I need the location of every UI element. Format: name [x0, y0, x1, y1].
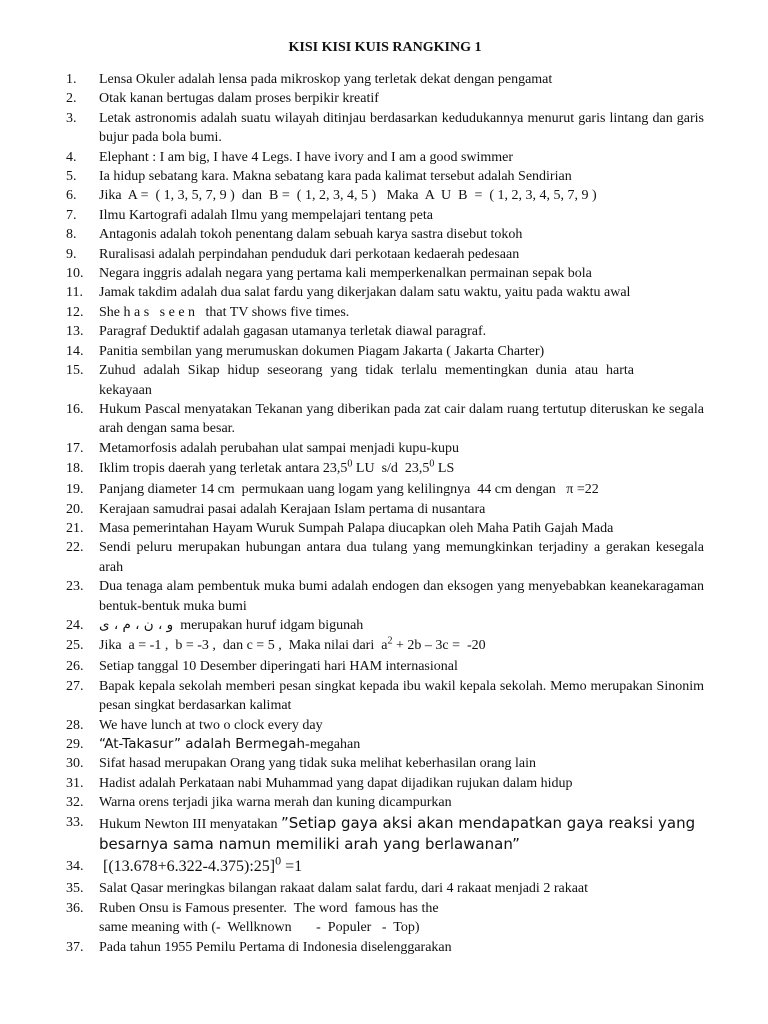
list-item: [66, 148, 704, 167]
exponent-superscript: 0: [275, 854, 282, 869]
item-number: 7.: [66, 207, 77, 223]
item-number: 10.: [66, 266, 84, 282]
item-text: Negara inggris adalah negara yang pertama kali memperkenalkan permainan sepak bola: [99, 266, 592, 282]
item-text: Jamak takdim adalah dua salat fardu yang dikerjakan dalam satu waktu, yaitu pada waktu awal: [99, 285, 631, 301]
item-number: 17.: [66, 440, 84, 456]
list-item: [66, 245, 704, 264]
item-number: 2.: [66, 91, 77, 107]
item-number: 1.: [66, 72, 77, 87]
text-segment: -megahan: [305, 737, 361, 752]
item-text: [99, 616, 704, 635]
degree-superscript: 0: [429, 458, 435, 470]
list-item: [66, 657, 704, 676]
list-item: [66, 793, 704, 812]
item-number: 5.: [66, 169, 77, 185]
list-item: [66, 899, 704, 938]
item-number: 21.: [66, 520, 84, 536]
item-number: 34.: [66, 859, 84, 875]
item-number: 19.: [66, 482, 84, 498]
item-text: Pada tahun 1955 Pemilu Pertama di Indonesia diselenggarakan: [99, 939, 452, 955]
text-segment: “At-Takasur” adalah Bermegah: [99, 736, 306, 752]
list-item: [66, 879, 704, 898]
item-text: Ia hidup sebatang kara. Makna sebatang kara pada kalimat tersebut adalah Sendirian: [99, 169, 572, 185]
list-item: [66, 716, 704, 735]
list-item: [66, 616, 704, 635]
item-text: [99, 735, 704, 754]
item-text: Masa pemerintahan Hayam Wuruk Sumpah Palapa diucapkan oleh Maha Patih Gajah Mada: [99, 520, 614, 536]
list-item: [66, 70, 704, 89]
list-item: [66, 206, 704, 225]
list-item: [66, 342, 704, 361]
item-text: Letak astronomis adalah suatu wilayah ditinjau berdasarkan kedudukannya menurut garis lintang dan garis bujur pada bola bumi.: [99, 110, 704, 146]
item-number: 26.: [66, 659, 84, 675]
item-number: 23.: [66, 579, 84, 595]
item-number: 22.: [66, 540, 84, 556]
list-item: [66, 677, 704, 716]
item-text: Jika A = ( 1, 3, 5, 7, 9 ) dan B = ( 1, 2, 3, 4, 5 ) Maka A U B = ( 1, 2, 3, 4, 5, 7, 9 ): [99, 188, 597, 204]
list-item: [66, 938, 704, 957]
item-text: Hukum Pascal menyatakan Tekanan yang diberikan pada zat cair dalam ruang tertutup diteruskan ke segala arah dengan sama besar.: [99, 401, 704, 437]
list-item: [66, 264, 704, 283]
item-text: Panitia sembilan yang merumuskan dokumen Piagam Jakarta ( Jakarta Charter): [99, 343, 545, 359]
list-item: [66, 577, 704, 616]
item-text: Ruralisasi adalah perpindahan penduduk dari perkotaan kedaerah pedesaan: [99, 246, 520, 262]
item-number: 20.: [66, 501, 84, 517]
list-item: [66, 361, 704, 400]
text-line: Ruben Onsu is Famous presenter. The word famous has the: [99, 900, 439, 916]
arabic-letters: و ، ن ، م ، ى: [99, 616, 174, 633]
degree-superscript: 0: [347, 458, 353, 470]
list-item: [66, 322, 704, 341]
item-text: Bapak kepala sekolah memberi pesan singkat kepada ibu wakil kepala sekolah. Memo merupakan Sinonim pesan singkat berdasarkan kalimat: [99, 678, 704, 714]
exponent-superscript: 2: [387, 635, 393, 647]
text-segment: Hukum Newton III menyatakan: [99, 816, 281, 832]
item-text: Dua tenaga alam pembentuk muka bumi adalah endogen dan eksogen yang menyebabkan keanekaragaman bentuk-bentuk muka bumi: [99, 579, 704, 614]
item-text: Zuhud adalah Sikap hidup seseorang yang tidak terlalu mementingkan dunia atau harta kekayaan: [99, 363, 634, 398]
text-line: same meaning with (- Wellknown - Populer - Top): [99, 920, 420, 936]
list-item: [66, 89, 704, 108]
text-segment: [(13.678+6.322-4.375):25]: [99, 858, 276, 876]
item-text: Antagonis adalah tokoh penentang dalam sebuah karya sastra disebut tokoh: [99, 227, 523, 243]
list-item: [66, 283, 704, 302]
item-text: Sendi peluru merupakan hubungan antara dua tulang yang memungkinkan terjadiny a gerakan kesegala arah: [99, 540, 704, 575]
quiz-list: [66, 70, 704, 957]
item-number: 14.: [66, 343, 84, 359]
item-text: Otak kanan bertugas dalam proses berpikir kreatif: [99, 91, 379, 107]
list-item: [66, 303, 704, 322]
text-segment: LS: [434, 461, 455, 477]
item-text: [99, 899, 704, 938]
item-text: [99, 855, 704, 879]
item-number: 36.: [66, 900, 84, 916]
item-text: Setiap tanggal 10 Desember diperingati hari HAM internasional: [99, 659, 458, 675]
list-item: [66, 813, 704, 856]
item-number: 27.: [66, 678, 84, 694]
document-title: KISI KISI KUIS RANGKING 1: [288, 40, 482, 55]
item-number: 29.: [66, 737, 84, 752]
item-text: [99, 813, 704, 856]
list-item: [66, 458, 704, 480]
text-segment: LU s/d 23,5: [352, 461, 430, 477]
text-segment: Jika a = -1 , b = -3 , dan c = 5 , Maka nilai dari a: [99, 638, 388, 654]
item-number: 24.: [66, 617, 84, 633]
item-number: 32.: [66, 795, 84, 811]
item-text: Hadist adalah Perkataan nabi Muhammad yang dapat dijadikan rujukan dalam hidup: [99, 775, 573, 791]
item-number: 18.: [66, 461, 84, 477]
list-item: [66, 855, 704, 879]
list-item: [66, 519, 704, 538]
list-item: [66, 109, 704, 148]
list-item: [66, 186, 704, 205]
item-number: 13.: [66, 324, 84, 340]
item-number: 30.: [66, 756, 84, 772]
list-item: [66, 774, 704, 793]
item-number: 25.: [66, 638, 84, 654]
item-text: Kerajaan samudrai pasai adalah Kerajaan Islam pertama di nusantara: [99, 501, 486, 517]
item-number: 6.: [66, 188, 77, 204]
item-text: Salat Qasar meringkas bilangan rakaat dalam salat fardu, dari 4 rakaat menjadi 2 rakaat: [99, 881, 589, 897]
text-segment: =1: [281, 858, 303, 876]
item-number: 16.: [66, 401, 84, 417]
item-text: Metamorfosis adalah perubahan ulat sampai menjadi kupu-kupu: [99, 440, 460, 456]
item-text: Lensa Okuler adalah lensa pada mikroskop yang terletak dekat dengan pengamat: [99, 72, 553, 87]
text-segment: + 2b – 3c = -20: [392, 638, 486, 654]
item-number: 8.: [66, 227, 77, 243]
text-segment: merupakan huruf idgam bigunah: [173, 617, 364, 633]
item-number: 28.: [66, 717, 84, 733]
list-item: [66, 225, 704, 244]
list-item: [66, 439, 704, 458]
item-text: Warna orens terjadi jika warna merah dan kuning dicampurkan: [99, 795, 452, 811]
list-item: [66, 754, 704, 773]
item-text: Elephant : I am big, I have 4 Legs. I have ivory and I am a good swimmer: [99, 149, 514, 165]
quoted-law: ”Setiap gaya aksi akan mendapatkan gaya reaksi yang besarnya sama namun memiliki arah yang berlawanan”: [99, 813, 696, 854]
item-number: 9.: [66, 246, 77, 262]
list-item: [66, 167, 704, 186]
item-text: Ilmu Kartografi adalah Ilmu yang mempelajari tentang peta: [99, 207, 433, 223]
list-item: [66, 735, 704, 754]
item-text: [99, 635, 704, 657]
item-number: 12.: [66, 304, 84, 320]
item-number: 35.: [66, 881, 84, 897]
list-item: [66, 480, 704, 499]
item-text: Sifat hasad merupakan Orang yang tidak suka melihat keberhasilan orang lain: [99, 756, 536, 772]
item-number: 15.: [66, 363, 84, 379]
item-text: We have lunch at two o clock every day: [99, 717, 323, 733]
item-text: [99, 458, 704, 480]
text-segment: Iklim tropis daerah yang terletak antara 23,5: [99, 461, 348, 477]
item-text: Panjang diameter 14 cm permukaan uang logam yang kelilingnya 44 cm dengan π =22: [99, 482, 599, 498]
item-number: 4.: [66, 149, 77, 165]
item-number: 31.: [66, 775, 84, 791]
item-number: 37.: [66, 939, 84, 955]
item-number: 33.: [66, 814, 84, 830]
item-number: 3.: [66, 110, 77, 126]
list-item: [66, 635, 704, 657]
item-text: Paragraf Deduktif adalah gagasan utamanya terletak diawal paragraf.: [99, 324, 487, 340]
list-item: [66, 538, 704, 577]
item-text: She h a s s e e n that TV shows five times.: [99, 304, 350, 320]
list-item: [66, 500, 704, 519]
item-number: 11.: [66, 285, 83, 301]
list-item: [66, 400, 704, 439]
